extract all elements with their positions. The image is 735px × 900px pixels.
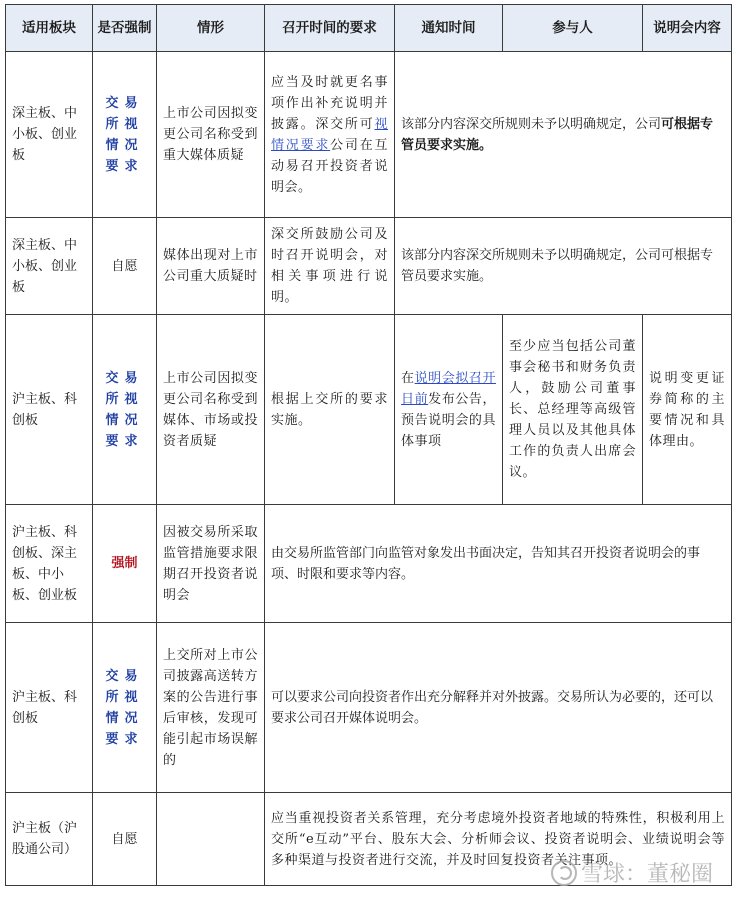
cell-merged: 该部分内容深交所规则未予以明确规定，公司可根据专管员要求实施。	[395, 218, 732, 315]
cell-merged: 应当重视投资者关系管理，充分考虑境外投资者地域的特殊性，积极利用上交所“e互动”平台、股东大会、分析师会议、投资者说明会、业绩说明会等多种渠道与投资者进行交流，并及时回复投资者关注事项。	[265, 793, 732, 886]
cell-board: 沪主板（沪股通公司）	[6, 793, 93, 886]
cell-situation	[157, 793, 265, 886]
cell-mandatory: 自愿	[93, 793, 157, 886]
timing-link[interactable]: 视情况要求	[271, 116, 388, 153]
cell-situation: 因被交易所采取监管措施要求限期召开投资者说明会	[157, 505, 265, 623]
cell-timing: 根据上交所的要求实施。	[265, 315, 395, 505]
notice-text: 发布公告，预告说明会的具体事项	[401, 391, 496, 449]
merged-bold-text: 可根据专管员要求实施。	[401, 116, 714, 153]
merged-text: 该部分内容深交所规则未予以明确规定，公司	[401, 116, 662, 132]
table-row	[6, 52, 732, 218]
header-row	[6, 5, 732, 52]
header-participants: 参与人	[503, 5, 643, 52]
cell-participants: 至少应当包括公司董事会秘书和财务负责人，鼓励公司董事长、总经理等高级管理人员以及其他具体工作的负责人出席会议。	[503, 315, 643, 505]
table-row	[6, 315, 732, 505]
cell-mandatory: 交易所视情况要求	[93, 315, 157, 505]
snowball-logo-icon	[551, 860, 577, 886]
cell-merged: 可以要求公司向投资者作出充分解释并对外披露。交易所认为必要的，还可以要求公司召开媒体说明会。	[265, 623, 732, 793]
cell-timing: 深交所鼓励公司及时召开说明会，对相关事项进行说明。	[265, 218, 395, 315]
rules-table	[5, 4, 732, 886]
cell-timing	[265, 52, 395, 218]
header-mandatory: 是否强制	[93, 5, 157, 52]
cell-situation: 媒体出现对上市公司重大质疑时	[157, 218, 265, 315]
cell-situation: 上市公司因拟变更公司名称受到媒体、市场或投资者质疑	[157, 315, 265, 505]
header-content: 说明会内容	[643, 5, 732, 52]
table-row	[6, 505, 732, 623]
cell-board: 深主板、中小板、创业板	[6, 52, 93, 218]
watermark	[551, 857, 713, 888]
cell-mandatory: 强制	[93, 505, 157, 623]
cell-board: 深主板、中小板、创业板	[6, 218, 93, 315]
cell-content: 说明变更证券简称的主要情况和具体理由。	[643, 315, 732, 505]
cell-merged	[395, 52, 732, 218]
cell-mandatory: 交易所视情况要求	[93, 52, 157, 218]
watermark-text: 雪球：董秘圈	[580, 862, 713, 887]
cell-mandatory: 交易所视情况要求	[93, 623, 157, 793]
cell-situation: 上交所对上市公司披露高送转方案的公告进行事后审核，发现可能引起市场误解的	[157, 623, 265, 793]
table-row	[6, 218, 732, 315]
timing-text: 公司在互动易召开投资者说明会。	[271, 137, 388, 195]
notice-text: 在	[401, 370, 415, 386]
notice-link[interactable]: 说明会拟召开日前	[401, 370, 496, 407]
cell-notice	[395, 315, 503, 505]
header-situation: 情形	[157, 5, 265, 52]
table-row	[6, 623, 732, 793]
cell-board: 沪主板、科创板、深主板、中小板、创业板	[6, 505, 93, 623]
header-notice: 通知时间	[395, 5, 503, 52]
cell-board: 沪主板、科创板	[6, 315, 93, 505]
header-timing: 召开时间的要求	[265, 5, 395, 52]
cell-mandatory: 自愿	[93, 218, 157, 315]
timing-text: 应当及时就更名事项作出补充说明并披露。深交所可	[271, 74, 388, 132]
header-board: 适用板块	[6, 5, 93, 52]
cell-merged: 由交易所监管部门向监管对象发出书面决定，告知其召开投资者说明会的事项、时限和要求等内容。	[265, 505, 732, 623]
cell-situation: 上市公司因拟变更公司名称受到重大媒体质疑	[157, 52, 265, 218]
cell-board: 沪主板、科创板	[6, 623, 93, 793]
